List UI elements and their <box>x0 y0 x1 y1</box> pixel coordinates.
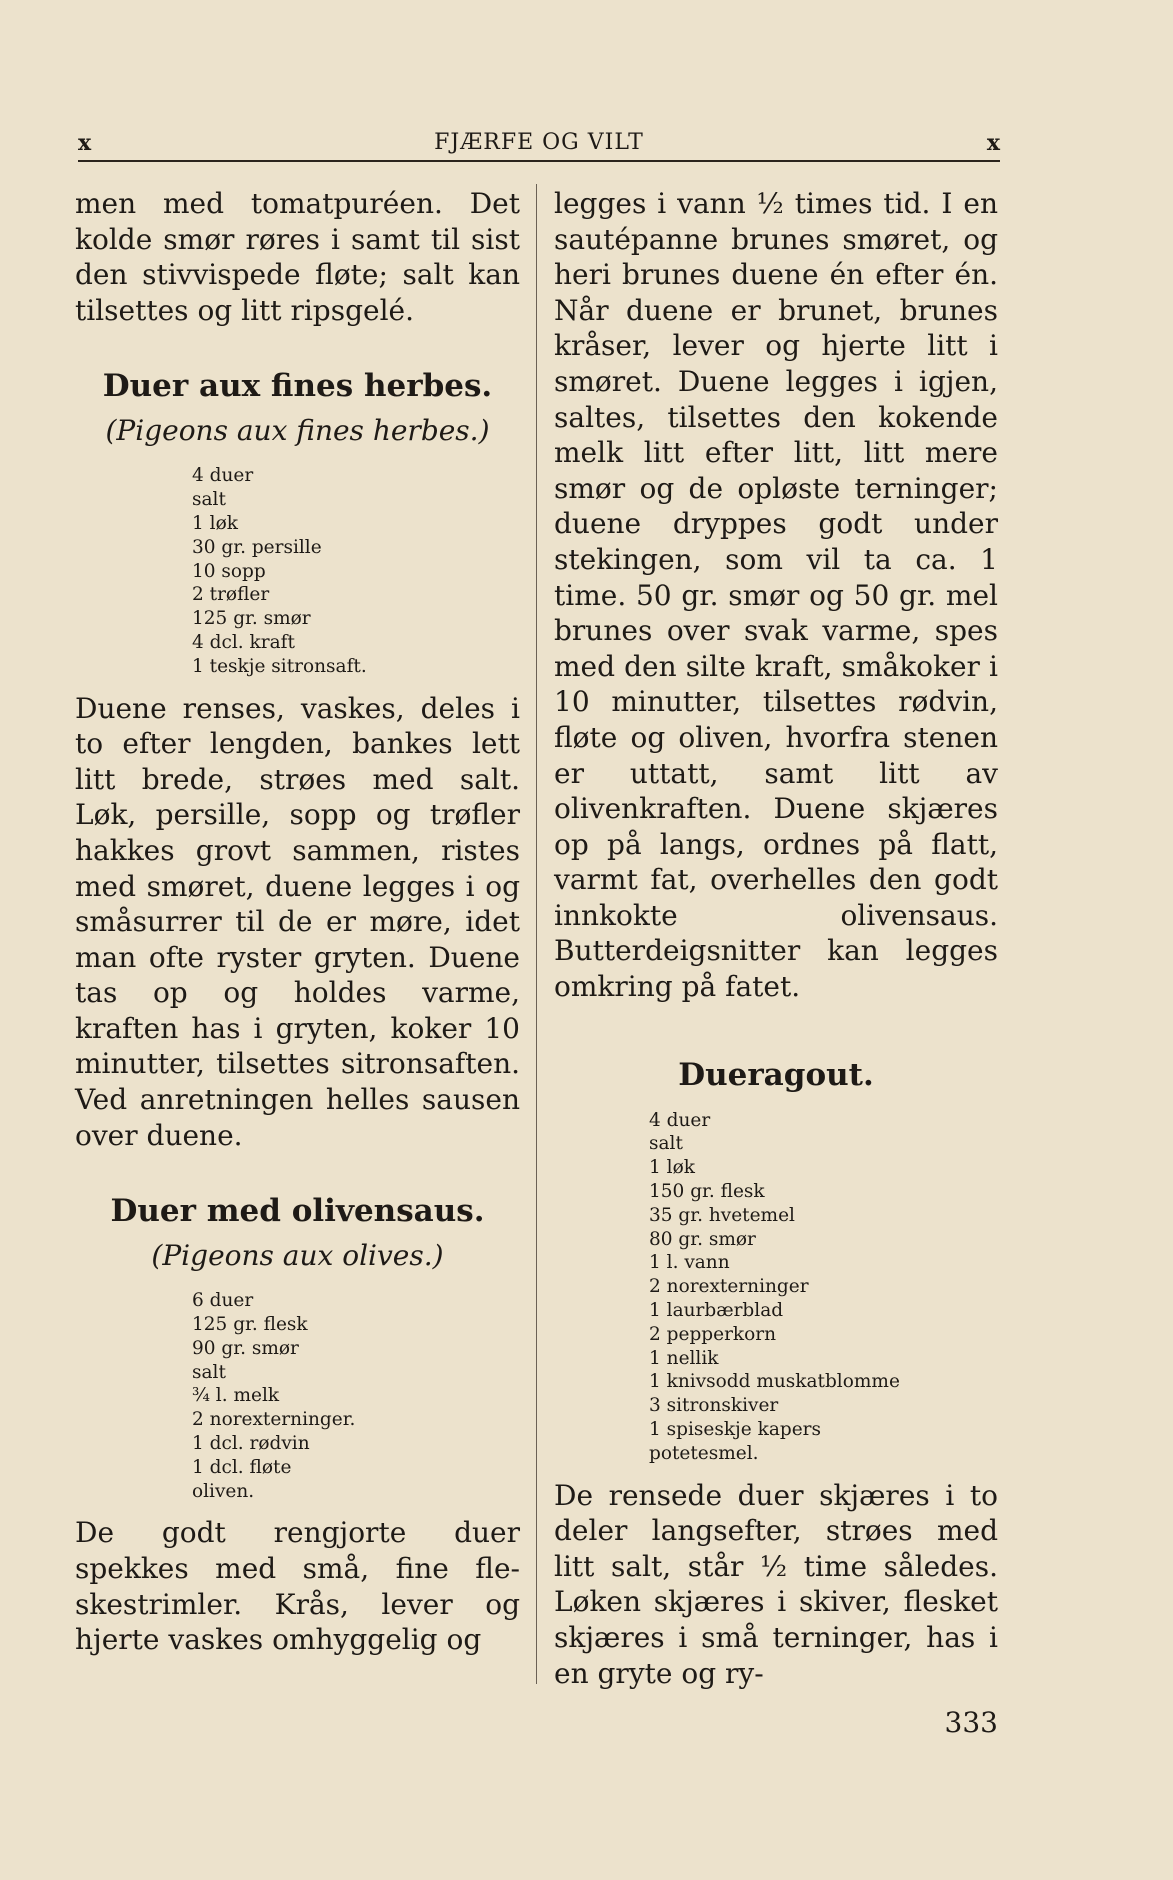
recipe-title-fines-herbes: Duer aux fines herbes. <box>102 368 493 405</box>
method-fines-herbes: Duene renses, vaskes, deles i to efter lengden, bankes lett litt brede, strøes med salt. Løk, persille, sopp og trøfler hakkes grovt sammen, ristes med smøret, duene legges i og småsurrer til de er møre, idet man ofte ryster gryten. Duene tas op og holdes varme, kraften has i gryten, koker 10 minutter, tilsettes sitronsaften. Ved anretningen helles sausen over duene. <box>75 691 520 1152</box>
ingredient-item: 150 gr. flesk <box>649 1181 765 1203</box>
ingredient-item: 2 trøfler <box>192 584 270 606</box>
header-left-mark: x <box>78 130 92 156</box>
ingredient-item: potetesmel. <box>649 1442 759 1464</box>
recipe-subtitle-fines-herbes: (Pigeons aux fines herbes.) <box>105 414 490 448</box>
intro-text: men med tomatpuréen. Det kolde smør røres i samt til sist den stivvispede fløte; salt kan tilsettes og litt ripsgelé. <box>75 187 520 327</box>
method-dueragout-start: De rensede duer skjæres i to deler langsefter, strøes med litt salt, står ½ time således. Løken skjæres i skiver, flesket skjæres i små terninger, has i en gryte og ry- <box>554 1478 998 1690</box>
ingredient-item: 1 dcl. fløte <box>192 1456 292 1478</box>
ingredient-item: 80 gr. smør <box>649 1228 756 1250</box>
ingredient-item: salt <box>649 1133 683 1155</box>
ingredient-item: 1 løk <box>649 1157 695 1179</box>
ingredient-item: 3 sitronskiver <box>649 1395 779 1417</box>
ingredient-item: 30 gr. persille <box>192 536 322 558</box>
ingredient-item: 2 pepperkorn <box>649 1323 777 1345</box>
ingredient-item: 125 gr. flesk <box>192 1314 308 1336</box>
page-number: 333 <box>944 1706 998 1739</box>
ingredient-item: 125 gr. smør <box>192 608 311 630</box>
recipe-title-dueragout: Dueragout. <box>678 1056 874 1093</box>
ingredient-item: 10 sopp <box>192 560 266 582</box>
ingredient-item: 90 gr. smør <box>192 1337 299 1359</box>
ingredient-list-dueragout <box>649 1109 998 1466</box>
ingredient-item: 2 norexterninger. <box>192 1409 356 1431</box>
method-olivensaus-continued: legges i vann ½ times tid. I en sautépanne brunes smøret, og heri brunes duene én efter én. Når duene er brunet, brunes kråser, lever og hjerte litt i smøret. Duene legges i igjen, saltes, tilsettes den kokende melk litt efter litt, litt mere smør og de opløste terninger; duene dryppes godt under stekingen, som vil ta ca. 1 time. 50 gr. smør og 50 gr. mel brunes over svak varme, spes med den silte kraft, småkoker i 10 minutter, tilsettes rødvin, fløte og oliven, hvorfra stenen er uttatt, samt litt av olivenkraften. Duene skjæres op på langs, ordnes på flatt, varmt fat, overhelles den godt innkokte olivensaus. Butterdeigsnitter kan legges omkring på fatet. <box>554 187 998 1004</box>
ingredient-item: oliven. <box>192 1480 255 1502</box>
ingredient-item: 1 l. vann <box>649 1252 730 1274</box>
ingredient-item: salt <box>192 489 226 511</box>
ingredient-item: 4 duer <box>649 1109 711 1131</box>
ingredient-item: 1 laurbærblad <box>649 1300 784 1322</box>
ingredient-item: 6 duer <box>192 1290 254 1312</box>
ingredient-item: 4 dcl. kraft <box>192 631 295 653</box>
ingredient-item: 1 nellik <box>649 1347 719 1369</box>
ingredient-list-olivensaus <box>192 1289 520 1503</box>
method-olivensaus-start: De godt rengjorte duer spekkes med små, fine fleskestrimler. Krås, lever og hjerte vaskes omhyggelig og <box>75 1516 520 1657</box>
ingredient-item: salt <box>192 1361 226 1383</box>
ingredient-item: 1 dcl. rødvin <box>192 1433 310 1455</box>
header-rule <box>78 160 1000 162</box>
ingredient-item: 1 spiseskje kapers <box>649 1419 821 1441</box>
right-column <box>554 186 998 1691</box>
ingredient-item: 1 løk <box>192 512 238 534</box>
ingredient-item: 35 gr. hvetemel <box>649 1204 795 1226</box>
header-title: FJÆRFE OG VILT <box>434 130 644 155</box>
ingredient-item: 1 knivsodd muskatblomme <box>649 1371 900 1393</box>
ingredient-item: 4 duer <box>192 465 254 487</box>
left-column <box>75 186 520 1658</box>
column-divider <box>536 184 537 1684</box>
ingredient-item: ¾ l. melk <box>192 1385 280 1407</box>
recipe-subtitle-olivensaus: (Pigeons aux olives.) <box>151 1239 444 1273</box>
recipe-title-olivensaus: Duer med olivensaus. <box>110 1193 485 1230</box>
ingredient-item: 2 norexterninger <box>649 1276 809 1298</box>
header-right-mark: x <box>986 130 1000 156</box>
running-header <box>78 128 1000 158</box>
ingredient-list-fines-herbes <box>192 464 520 678</box>
ingredient-item: 1 teskje sitronsaft. <box>192 655 367 677</box>
